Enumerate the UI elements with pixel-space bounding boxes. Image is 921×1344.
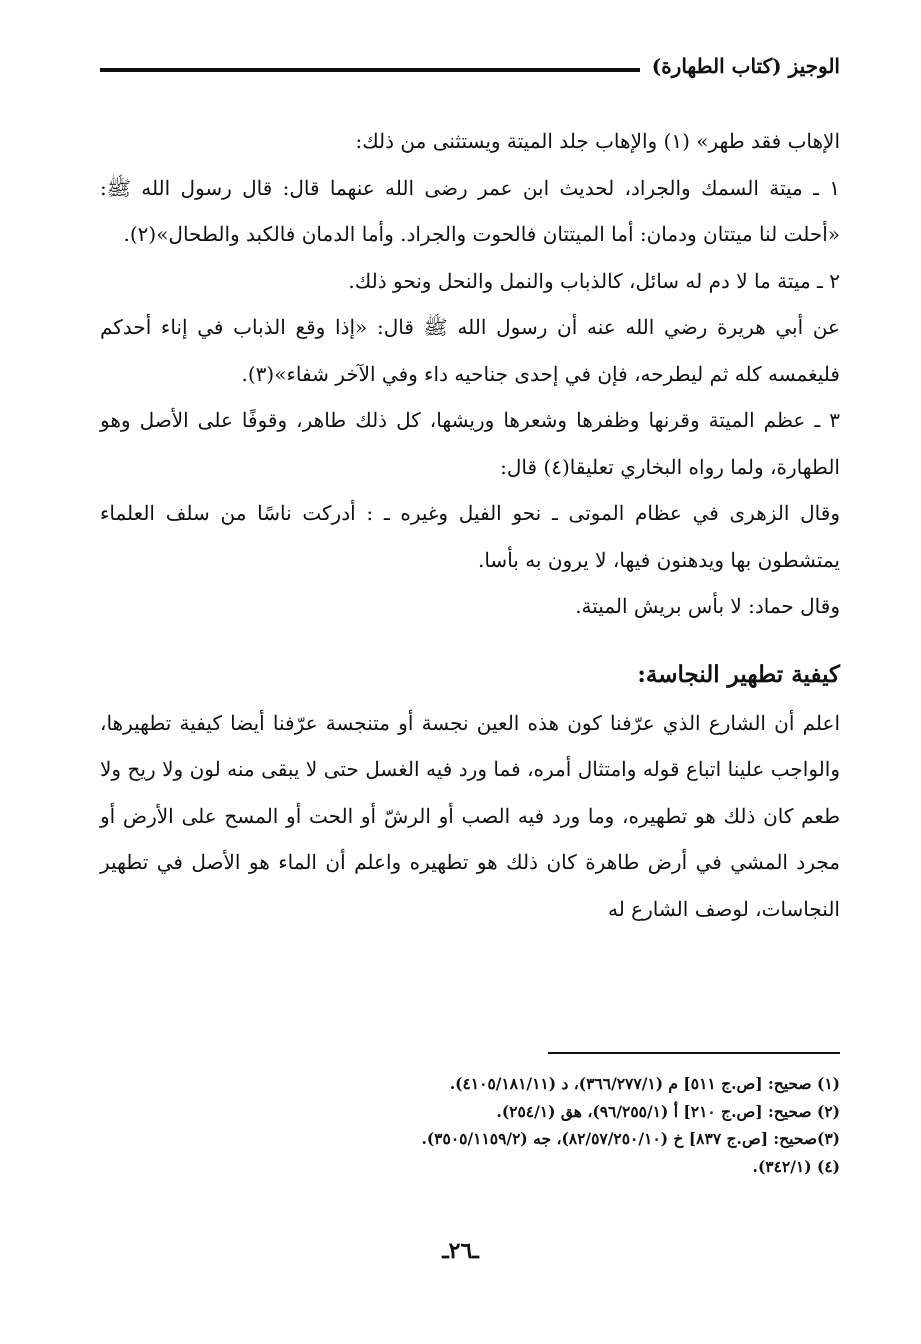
body-paragraph: الإهاب فقد طهر» (١) والإهاب جلد الميتة ويستثنى من ذلك: [355, 129, 840, 153]
body-paragraph: عن أبي هريرة رضي الله عنه أن رسول الله ﷺ قال: «إذا وقع الذباب في إناء أحدكم فليغمسه كله ثم ليطرحه، فإن في إحدى جناحيه داء وفي الآخر شفاء»(٣). [100, 315, 840, 386]
section-heading: كيفية تطهير النجاسة: [637, 660, 840, 688]
body-paragraph: ١ ـ ميتة السمك والجراد، لحديث ابن عمر رضى الله عنهما قال: قال رسول الله ﷺ: «أحلت لنا ميتتان ودمان: أما الميتتان فالحوت والجراد. وأما الدمان فالكبد والطحال»(٢). [100, 175, 840, 246]
footnote-rule [548, 1052, 840, 1054]
header-title: الوجيز (كتاب الطهارة) [651, 54, 840, 78]
body-paragraph: وقال الزهرى في عظام الموتى ـ نحو الفيل وغيره ـ : أدركت ناسًا من سلف العلماء يمتشطون بها ويدهنون فيها، لا يرون به بأسا. [100, 501, 840, 572]
footnote: (٣)صحيح: [ص.ج ٨٣٧] خ (٨٢/٥٧/٢٥٠/١٠)، جه (٣٥٠٥/١١٥٩/٢). [421, 1129, 840, 1148]
running-header [100, 54, 840, 84]
body-paragraph: اعلم أن الشارع الذي عرّفنا كون هذه العين نجسة أو متنجسة عرّفنا أيضا كيفية تطهيرها، والواجب علينا اتباع قوله وامتثال أمره، فما ورد فيه الغسل حتى لا يبقى منه لون ولا ريح ولا طعم كان ذلك هو تطهيره، وما ورد فيه الصب أو الرشّ أو الحت أو المسح على الأرض أو مجرد المشي في أرض طاهرة كان ذلك هو تطهيره واعلم أن الماء هو الأصل في تطهير النجاسات، لوصف الشارع له [100, 710, 840, 921]
footnote: (٢) صحيح: [ص.ج ٢١٠] أ (٩٦/٢٥٥/١)، هق (٢٥٤/١). [496, 1101, 840, 1121]
body-paragraph: ٢ ـ ميتة ما لا دم له سائل، كالذباب والنمل والنحل ونحو ذلك. [348, 268, 840, 293]
main-text [100, 118, 840, 932]
body-paragraph: وقال حماد: لا بأس بريش الميتة. [575, 594, 840, 618]
section-spacer [100, 630, 840, 650]
footnote: (١) صحيح: [ص.ج ٥١١] م (٣٦٦/٢٧٧/١)، د (٤١٠٥/١٨١/١١). [449, 1074, 840, 1093]
footnote: (٤) (٣٤٢/١). [752, 1156, 840, 1176]
header-rule [100, 68, 640, 72]
body-paragraph: ٣ ـ عظم الميتة وقرنها وظفرها وشعرها وريشها، كل ذلك طاهر، وقوفًا على الأصل وهو الطهارة، ولما رواه البخاري تعليقا(٤) قال: [100, 408, 840, 479]
page-number: ـ٢٦ـ [442, 1238, 479, 1264]
footnotes [100, 1070, 840, 1180]
